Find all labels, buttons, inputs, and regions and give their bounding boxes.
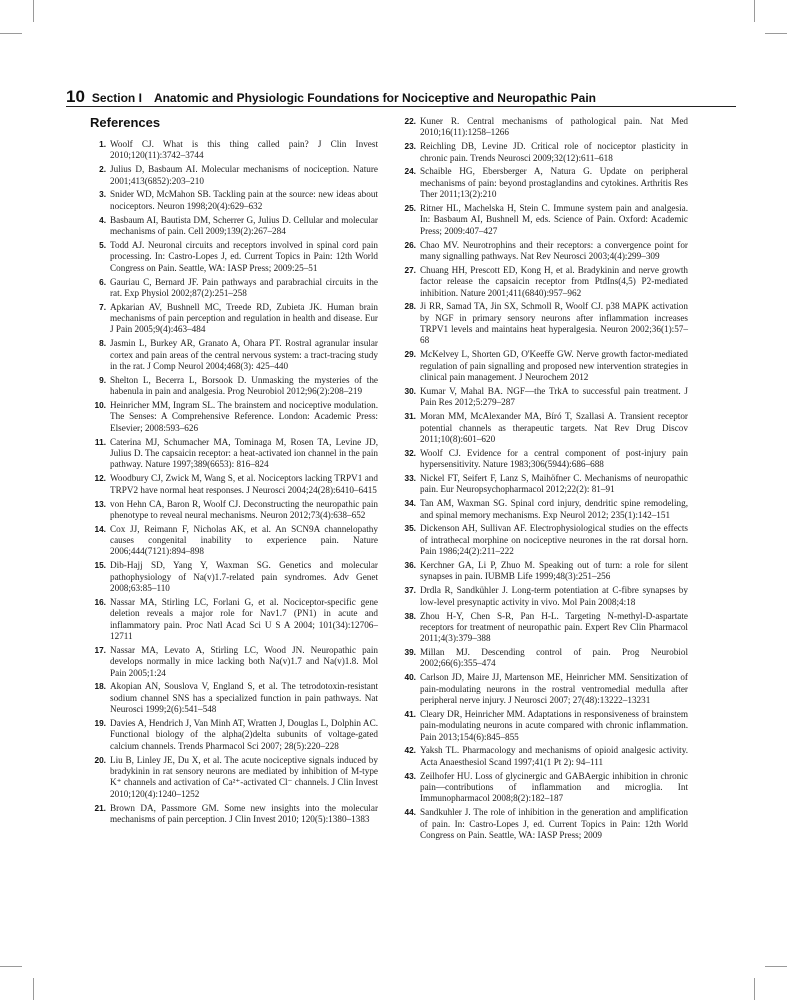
reference-item [400,745,688,768]
reference-text: Reichling DB, Levine JD. Critical role of nociceptor plasticity in chronic pain. Trends Neurosci 2009;32(12):611–618 [420,141,688,163]
reference-text: Snider WD, McMahon SB. Tackling pain at the source: new ideas about nociceptors. Neuron 1998;20(4):629–632 [110,189,378,211]
reference-text: McKelvey L, Shorten GD, O'Keeffe GW. Nerve growth factor-mediated regulation of pain signalling and proposed new intervention strategies in clinical pain management. J Neurochem 2012 [420,349,688,383]
chapter-title: Anatomic and Physiologic Foundations for Nociceptive and Neuropathic Pain [153,91,596,105]
reference-text: Nassar MA, Levato A, Stirling LC, Wood JN. Neuropathic pain develops normally in mice lacking both Na(v)1.7 and Na(v)1.8. Mol Pain 2005;1:24 [110,644,378,678]
reference-item [400,240,688,263]
reference-text: Ji RR, Samad TA, Jin SX, Schmoll R, Woolf CJ. p38 MAPK activation by NGF in primary sensory neurons after inflammation increases TRPV1 levels and maintains heat hyperalgesia. Neuron 2002;36(1):57–68 [420,301,688,346]
reference-number: 26. [404,239,416,250]
reference-number: 10. [94,400,106,411]
reference-item [90,499,378,522]
reference-text: Kumar V, Mahal BA. NGF—the TrkA to successful pain treatment. J Pain Res 2012;5:279–287 [420,385,688,408]
reference-number: 32. [404,447,416,458]
reference-number: 34. [404,498,416,509]
reference-text: Kerchner GA, Li P, Zhuo M. Speaking out of turn: a role for silent synapses in pain. IUBMB Life 1999;48(3):251–256 [420,560,688,582]
reference-text: Woolf CJ. Evidence for a central component of post-injury pain hypersensitivity. Nature 1983;306(5944):686–688 [420,447,688,470]
reference-text: Chuang HH, Prescott ED, Kong H, et al. Bradykinin and nerve growth factor release the capsaicin receptor from PtdIns(4,5) P2-mediated inhibition. Nature 2001;411(6840):957–962 [420,264,688,298]
reference-number: 25. [404,203,416,214]
reference-item [400,647,688,670]
header-rule [66,106,736,107]
reference-text: von Hehn CA, Baron R, Woolf CJ. Deconstructing the neuropathic pain phenotype to reveal neural mechanisms. Neuron 2012;73(4):638–652 [110,498,378,520]
reference-item [90,302,378,336]
reference-text: Cox JJ, Reimann F, Nicholas AK, et al. An SCN9A channelopathy causes congenital inability to experience pain. Nature 2006;444(7121):894–898 [110,523,378,557]
reference-item [400,265,688,299]
reference-item [90,524,378,558]
reference-text: Basbaum AI, Bautista DM, Scherrer G, Julius D. Cellular and molecular mechanisms of pain. Cell 2009;139(2):267–284 [110,214,378,237]
reference-number: 40. [404,672,416,683]
reference-item [400,709,688,743]
reference-item [400,349,688,383]
reference-item [90,755,378,800]
reference-number: 24. [404,166,416,177]
reference-text: Drdla R, Sandkühler J. Long-term potentiation at C-fibre synapses by low-level presynaptic activity in vivo. Mol Pain 2008;4:18 [420,585,688,607]
reference-item [90,803,378,826]
reference-text: Millan MJ. Descending control of pain. Prog Neurobiol 2002;66(6):355–474 [420,647,688,669]
reference-text: Dib-Hajj SD, Yang Y, Waxman SG. Genetics and molecular pathophysiology of Na(v)1.7-related pain syndromes. Adv Genet 2008;63:85–110 [110,560,378,594]
reference-number: 7. [99,301,106,312]
reference-text: Todd AJ. Neuronal circuits and receptors involved in spinal cord pain processing. In: Castro-Lopes J, ed. Current Topics in Pain: 12th World Congress on Pain. Seattle, WA: IASP Press; 2009:25–51 [110,239,378,273]
reference-text: Schaible HG, Ebersberger A, Natura G. Update on peripheral mechanisms of pain: beyond prostaglandins and cytokines. Arthritis Res Ther 2011;13(2):210 [420,166,688,200]
reference-text: Shelton L, Becerra L, Borsook D. Unmasking the mysteries of the habenula in pain and analgesia. Prog Neurobiol 2012;96(2):208–219 [110,374,378,397]
reference-number: 29. [404,349,416,360]
crop-mark-top-left [33,0,34,22]
page-number: 10 [66,87,85,106]
crop-mark-left-bottom [0,966,22,967]
reference-item [400,301,688,346]
reference-item [90,718,378,752]
reference-text: Sandkuhler J. The role of inhibition in the generation and amplification of pain. In: Castro-Lopes J, ed. Current Topics in Pain: 12th World Congress on Pain. Seattle, WA: IASP Press; 2009 [420,807,688,840]
reference-item [90,277,378,300]
reference-number: 14. [94,523,106,534]
reference-item [90,473,378,496]
reference-text: Julius D, Basbaum AI. Molecular mechanisms of nociception. Nature 2001;413(6852):203–210 [110,164,378,186]
reference-text: Woolf CJ. What is this thing called pain? J Clin Invest 2010;120(11):3742–3744 [110,139,378,161]
reference-text: Caterina MJ, Schumacher MA, Tominaga M, Rosen TA, Levine JD, Julius D. The capsaicin receptor: a heat-activated ion channel in the pain pathway. Nature 1997;389(6653): 816–824 [110,436,378,470]
reference-number: 44. [404,807,416,818]
reference-item [400,523,688,557]
reference-text: Jasmin L, Burkey AR, Granato A, Ohara PT. Rostral agranular insular cortex and pain areas of the central nervous system: a tract-tracing study in the rat. J Comp Neurol 2004;468(3): 425–440 [110,338,378,372]
reference-text: Brown DA, Passmore GM. Some new insights into the molecular mechanisms of pain perception. J Clin Invest 2010; 120(5):1380–1383 [110,802,378,824]
reference-number: 31. [404,411,416,422]
reference-number: 4. [99,214,106,225]
reference-number: 16. [94,596,106,607]
reference-item [400,611,688,645]
reference-item [400,560,688,583]
crop-mark-bottom-left [33,978,34,1000]
reference-number: 28. [404,301,416,312]
reference-number: 38. [404,610,416,621]
reference-item [400,141,688,164]
reference-number: 17. [94,644,106,655]
reference-number: 5. [99,239,106,250]
reference-item [400,498,688,521]
reference-number: 9. [99,374,106,385]
reference-number: 23. [404,141,416,152]
reference-text: Zhou H-Y, Chen S-R, Pan H-L. Targeting N-methyl-D-aspartate receptors for treatment of neuropathic pain. Expert Rev Clin Pharmacol 2011;4(3):379–388 [420,610,688,644]
reference-number: 1. [99,139,106,149]
reference-text: Heinricher MM, Ingram SL. The brainstem and nociceptive modulation. The Senses: A Comprehensive Reference. London: Academic Press: Elsevier; 2008:593–626 [110,400,378,433]
reference-item [400,116,688,139]
reference-text: Zeilhofer HU. Loss of glycinergic and GABAergic inhibition in chronic pain—contributions of inflammation and microglia. Int Immunopharmacol 2008;8(2):182–187 [420,770,688,804]
reference-item [400,672,688,706]
reference-number: 37. [404,585,416,596]
reference-item [90,681,378,715]
reference-text: Davies A, Hendrich J, Van Minh AT, Wratten J, Douglas L, Dolphin AC. Functional biology of the alpha(2)delta subunits of voltage-gated calcium channels. Trends Pharmacol Sci 2007; 28(5):220–228 [110,718,378,751]
reference-number: 3. [99,189,106,200]
crop-mark-left-top [0,33,22,34]
reference-item [400,448,688,471]
crop-mark-bottom-right [754,978,755,1000]
reference-text: Gauriau C, Bernard JF. Pain pathways and parabrachial circuits in the rat. Exp Physiol 2002;87(2):251–258 [110,276,378,298]
reference-item [90,597,378,642]
reference-number: 13. [94,498,106,509]
reference-item [90,215,378,238]
reference-text: Carlson JD, Maire JJ, Martenson ME, Heinricher MM. Sensitization of pain-modulating neurons in the rostral ventromedial medulla after peripheral nerve injury. J Neurosci 2007; 27(48):13222–13231 [420,672,688,705]
section-label: Section I [91,91,142,105]
crop-mark-top-right [754,0,755,22]
reference-number: 20. [94,754,106,765]
reference-text: Ritner HL, Machelska H, Stein C. Immune system pain and analgesia. In: Basbaum AI, Bushnell M, eds. Science of Pain. Oxford: Academic Press; 2009:407–427 [420,203,688,236]
reference-item [90,164,378,187]
reference-item [400,166,688,200]
reference-text: Dickenson AH, Sullivan AF. Electrophysiological studies on the effects of intrathecal morphine on nociceptive neurones in the rat dorsal horn. Pain 1986;24(2):211–222 [420,523,688,557]
reference-item [400,771,688,805]
reference-number: 12. [94,473,106,484]
reference-number: 21. [94,802,106,813]
reference-number: 33. [404,472,416,483]
reference-number: 27. [404,264,416,275]
reference-item [90,189,378,212]
reference-item [400,203,688,237]
reference-item [400,807,688,841]
reference-number: 19. [94,718,106,728]
reference-text: Akopian AN, Souslova V, England S, et al. The tetrodotoxin-resistant sodium channel SNS has a specialized function in pain pathways. Nat Neurosci 1999;2(6):541–548 [110,681,378,715]
reference-item [400,386,688,409]
reference-item [90,139,378,162]
references-column-right [400,116,688,844]
reference-item [90,240,378,274]
reference-item [400,585,688,608]
reference-item [400,411,688,445]
reference-item [90,437,378,471]
reference-text: Kuner R. Central mechanisms of pathological pain. Nat Med 2010;16(11):1258–1266 [420,116,688,138]
reference-number: 41. [404,708,416,719]
references-column-left [90,139,378,828]
reference-text: Woodbury CJ, Zwick M, Wang S, et al. Nociceptors lacking TRPV1 and TRPV2 have normal heat responses. J Neurosci 2004;24(28):6410–6415 [110,473,378,495]
reference-number: 22. [404,116,416,126]
reference-number: 6. [99,276,106,287]
reference-number: 15. [94,560,106,571]
reference-item [90,338,378,372]
reference-item [400,473,688,496]
reference-number: 36. [404,560,416,571]
reference-item [90,375,378,398]
reference-number: 39. [404,647,416,658]
reference-item [90,645,378,679]
reference-text: Cleary DR, Heinricher MM. Adaptations in responsiveness of brainstem pain-modulating neurons in acute compared with chronic inflammation. Pain 2013;154(6):845–855 [420,708,688,742]
references-heading: References [90,115,161,130]
reference-item [90,560,378,594]
reference-number: 35. [404,523,416,534]
reference-item [90,400,378,434]
reference-number: 18. [94,681,106,692]
reference-text: Apkarian AV, Bushnell MC, Treede RD, Zubieta JK. Human brain mechanisms of pain perception and regulation in health and disease. Eur J Pain 2005;9(4):463–484 [110,301,378,335]
reference-number: 43. [404,770,416,781]
reference-number: 30. [404,385,416,396]
reference-number: 2. [99,164,106,175]
reference-text: Tan AM, Waxman SG. Spinal cord injury, dendritic spine remodeling, and spinal memory mechanisms. Exp Neurol 2012; 235(1):142–151 [420,498,688,520]
reference-text: Yaksh TL. Pharmacology and mechanisms of opioid analgesic activity. Acta Anaesthesiol Scand 1997;41(1 Pt 2): 94–111 [420,745,688,767]
reference-text: Chao MV. Neurotrophins and their receptors: a convergence point for many signalling pathways. Nat Rev Neurosci 2003;4(4):299–309 [420,239,688,261]
reference-text: Moran MM, McAlexander MA, Bíró T, Szallasi A. Transient receptor potential channels as therapeutic targets. Nat Rev Drug Discov 2011;10(8):601–620 [420,411,688,444]
reference-number: 11. [94,436,106,447]
crop-mark-right-top [765,33,787,34]
reference-text: Liu B, Linley JE, Du X, et al. The acute nociceptive signals induced by bradykinin in rat sensory neurons are mediated by inhibition of M-type K⁺ channels and activation of Ca²⁺-activated Cl⁻ channels. J Clin Invest 2010;120(4):1240–1252 [110,754,378,799]
running-head [66,87,736,107]
reference-text: Nickel FT, Seifert F, Lanz S, Maihöfner C. Mechanisms of neuropathic pain. Eur Neuropsychopharmacol 2012;22(2): 81–91 [420,472,688,495]
reference-number: 8. [99,338,106,349]
reference-text: Nassar MA, Stirling LC, Forlani G, et al. Nociceptor-specific gene deletion reveals a major role for Nav1.7 (PN1) in acute and inflammatory pain. Proc Natl Acad Sci U S A 2004; 101(34):12706–12711 [110,596,378,641]
crop-mark-right-bottom [765,966,787,967]
reference-number: 42. [404,745,416,756]
